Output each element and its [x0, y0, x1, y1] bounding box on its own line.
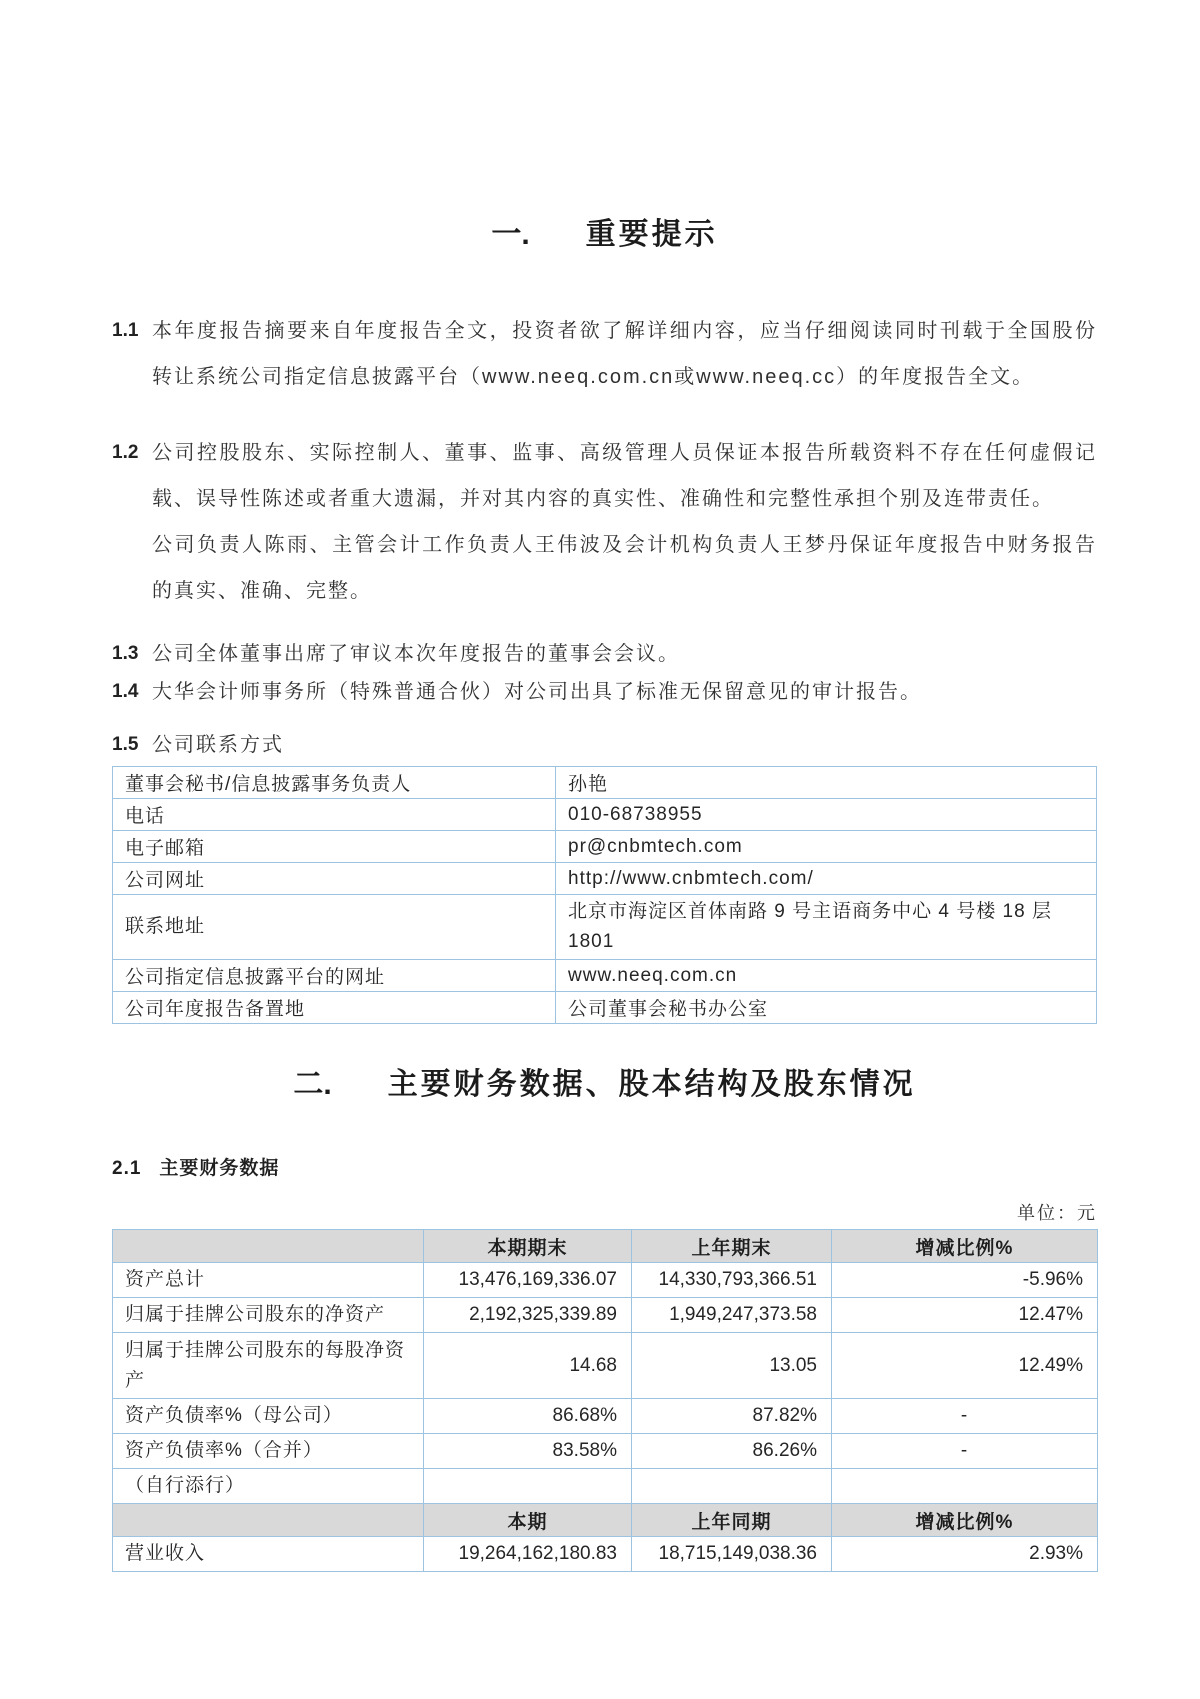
- fin-value-cell: 14.68: [424, 1333, 632, 1399]
- contact-value-cell: pr@cnbmtech.com: [556, 831, 1097, 863]
- fin-row: [113, 1537, 1098, 1572]
- table-row: [113, 831, 1097, 863]
- item-1-1: [112, 308, 1097, 400]
- subsection-number: 2.1: [112, 1158, 142, 1179]
- fin-value-cell: -5.96%: [832, 1263, 1098, 1298]
- contact-label-cell: 电子邮箱: [113, 831, 556, 863]
- item-1-4-number: 1.4: [112, 681, 139, 702]
- subsection-title-text: 主要财务数据: [159, 1158, 280, 1179]
- item-1-1-number: 1.1: [112, 320, 139, 341]
- fin-value-cell: 2,192,325,339.89: [424, 1298, 632, 1333]
- fin-value-cell: [632, 1469, 832, 1504]
- fin-label-cell: 归属于挂牌公司股东的每股净资产: [113, 1333, 424, 1399]
- fin-value-cell: 86.26%: [632, 1434, 832, 1469]
- fin-value-cell: 1,949,247,373.58: [632, 1298, 832, 1333]
- contact-value-cell: 010-68738955: [556, 799, 1097, 831]
- fin-label-cell: 资产总计: [113, 1263, 424, 1298]
- fin-label-cell: （自行添行）: [113, 1469, 424, 1504]
- contact-value-cell: http://www.cnbmtech.com/: [556, 863, 1097, 895]
- fin-value-cell: 14,330,793,366.51: [632, 1263, 832, 1298]
- item-1-2-continuation: 公司负责人陈雨、主管会计工作负责人王伟波及会计机构负责人王梦丹保证年度报告中财务报告的真实、准确、完整。: [152, 534, 1097, 602]
- item-1-2-number: 1.2: [112, 442, 139, 463]
- contact-label-cell: 公司指定信息披露平台的网址: [113, 960, 556, 992]
- fin-value-cell: [424, 1469, 632, 1504]
- item-1-2-text: 公司控股股东、实际控制人、董事、监事、高级管理人员保证本报告所载资料不存在任何虚假记载、误导性陈述或者重大遗漏，并对其内容的真实性、准确性和完整性承担个别及连带责任。: [152, 442, 1097, 510]
- fin-header-cell: 上年期末: [632, 1230, 832, 1263]
- fin-header-row: [113, 1504, 1098, 1537]
- fin-header-cell: 上年同期: [632, 1504, 832, 1537]
- item-1-4-text: 大华会计师事务所（特殊普通合伙）对公司出具了标准无保留意见的审计报告。: [152, 681, 922, 703]
- contact-value-cell: 北京市海淀区首体南路 9 号主语商务中心 4 号楼 18 层 1801: [556, 895, 1097, 960]
- table-row: [113, 960, 1097, 992]
- fin-value-cell: 86.68%: [424, 1399, 632, 1434]
- fin-row: [113, 1399, 1098, 1434]
- item-1-4: [112, 673, 1097, 711]
- contact-value-cell: www.neeq.com.cn: [556, 960, 1097, 992]
- contact-table: [112, 766, 1097, 1024]
- contact-label-cell: 电话: [113, 799, 556, 831]
- fin-value-cell: 19,264,162,180.83: [424, 1537, 632, 1572]
- financial-table: [112, 1229, 1098, 1572]
- subsection-heading: [112, 1157, 1097, 1181]
- contact-label-cell: 公司网址: [113, 863, 556, 895]
- item-1-1-text: 本年度报告摘要来自年度报告全文，投资者欲了解详细内容，应当仔细阅读同时刊载于全国股份转让系统公司指定信息披露平台（www.neeq.com.cn或www.neeq.cc）的年度报告全文。: [152, 320, 1097, 388]
- fin-value-cell: 12.47%: [832, 1298, 1098, 1333]
- table-row: [113, 799, 1097, 831]
- fin-header-cell: 增减比例%: [832, 1504, 1098, 1537]
- fin-header-cell: [113, 1230, 424, 1263]
- item-1-3: [112, 635, 1097, 673]
- fin-value-cell: -: [832, 1399, 1098, 1434]
- section-two-number: 二.: [293, 1068, 332, 1101]
- fin-row: [113, 1333, 1098, 1399]
- fin-value-cell: 13.05: [632, 1333, 832, 1399]
- item-1-5-number: 1.5: [112, 734, 139, 755]
- table-row: [113, 767, 1097, 799]
- item-1-5-text: 公司联系方式: [152, 734, 284, 756]
- contact-label-cell: 公司年度报告备置地: [113, 992, 556, 1024]
- contact-label-cell: 董事会秘书/信息披露事务负责人: [113, 767, 556, 799]
- fin-row: [113, 1263, 1098, 1298]
- fin-label-cell: 资产负债率%（母公司）: [113, 1399, 424, 1434]
- fin-row: [113, 1469, 1098, 1504]
- section-one-title-text: 重要提示: [585, 218, 718, 251]
- contact-value-cell: 孙艳: [556, 767, 1097, 799]
- table-row: [113, 863, 1097, 895]
- section-two-title-text: 主要财务数据、股本结构及股东情况: [387, 1068, 916, 1101]
- section-one-number: 一.: [491, 218, 530, 251]
- table-row: [113, 895, 1097, 960]
- fin-value-cell: 13,476,169,336.07: [424, 1263, 632, 1298]
- fin-label-cell: 归属于挂牌公司股东的净资产: [113, 1298, 424, 1333]
- fin-header-cell: 增减比例%: [832, 1230, 1098, 1263]
- table-row: [113, 992, 1097, 1024]
- fin-header-cell: 本期期末: [424, 1230, 632, 1263]
- fin-label-cell: 营业收入: [113, 1537, 424, 1572]
- fin-row: [113, 1434, 1098, 1469]
- fin-row: [113, 1298, 1098, 1333]
- fin-label-cell: 资产负债率%（合并）: [113, 1434, 424, 1469]
- item-1-3-text: 公司全体董事出席了审议本次年度报告的董事会会议。: [152, 643, 680, 665]
- item-1-3-number: 1.3: [112, 643, 139, 664]
- fin-value-cell: 87.82%: [632, 1399, 832, 1434]
- section-one-title: [112, 217, 1097, 253]
- item-1-5: [112, 726, 1097, 764]
- fin-header-cell: 本期: [424, 1504, 632, 1537]
- fin-value-cell: [832, 1469, 1098, 1504]
- fin-value-cell: 12.49%: [832, 1333, 1098, 1399]
- unit-note: 单位：元: [1017, 1203, 1097, 1223]
- section-two-title: [112, 1067, 1097, 1103]
- fin-value-cell: 18,715,149,038.36: [632, 1537, 832, 1572]
- fin-header-cell: [113, 1504, 424, 1537]
- contact-label-cell: 联系地址: [113, 895, 556, 960]
- contact-value-cell: 公司董事会秘书办公室: [556, 992, 1097, 1024]
- fin-value-cell: -: [832, 1434, 1098, 1469]
- fin-header-row: [113, 1230, 1098, 1263]
- item-1-2: [112, 430, 1097, 522]
- fin-value-cell: 83.58%: [424, 1434, 632, 1469]
- fin-value-cell: 2.93%: [832, 1537, 1098, 1572]
